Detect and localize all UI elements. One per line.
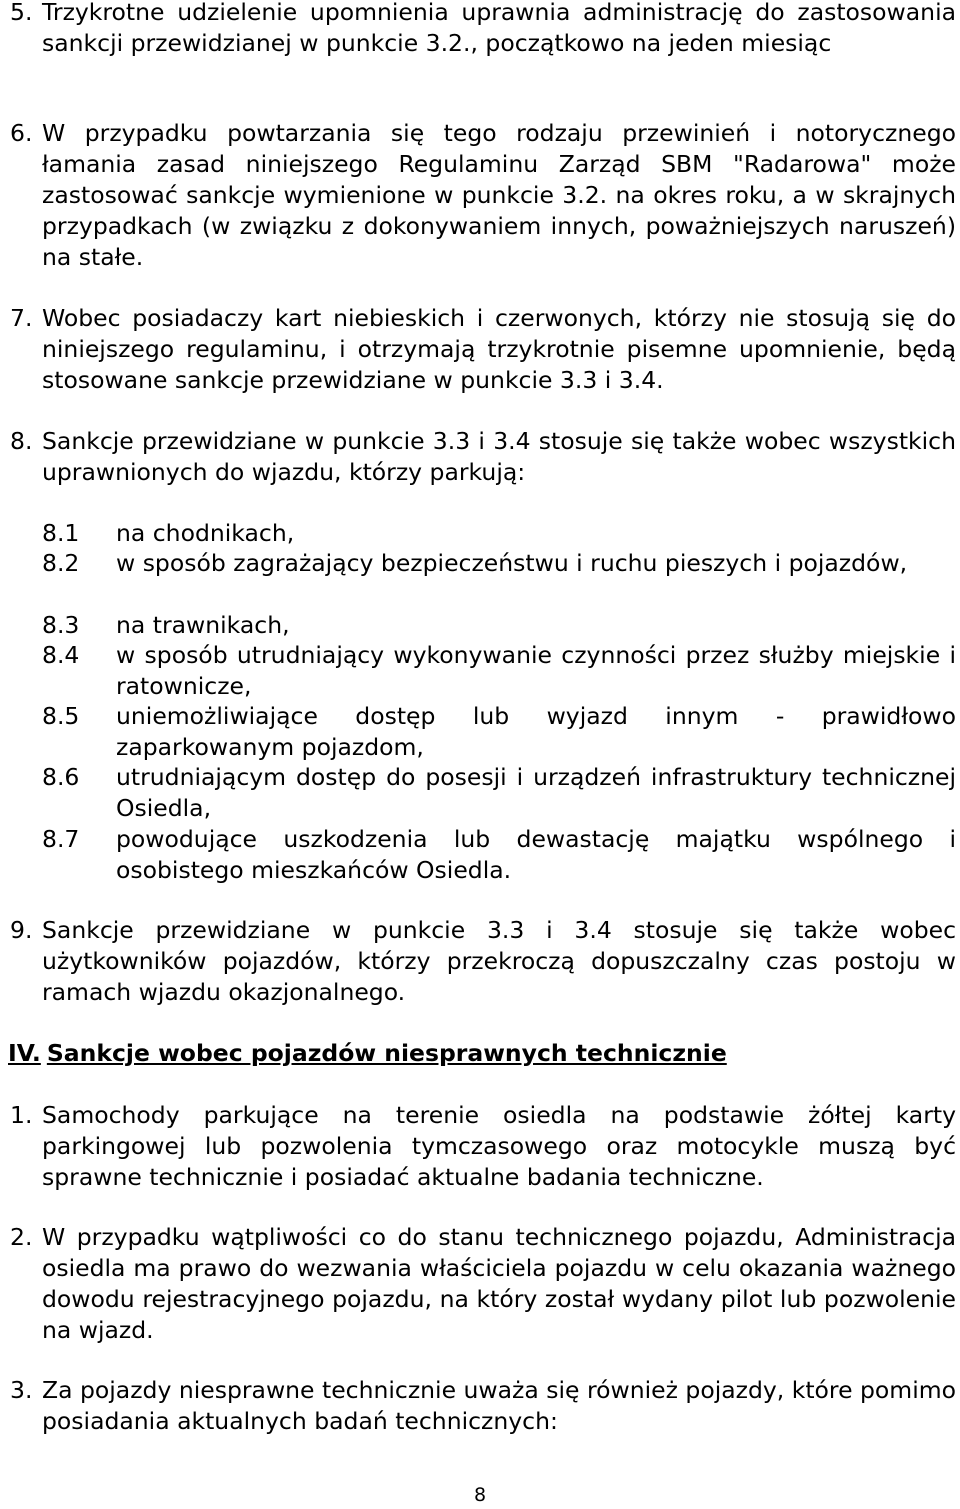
section-heading — [8, 1038, 727, 1069]
paragraph-number: 7. — [10, 304, 33, 332]
subitem-text: na trawnikach, — [116, 611, 290, 639]
paragraph-text: W przypadku powtarzania się tego rodzaju przewinień i notorycznego łamania zasad niniejszego Regulaminu Zarząd SBM "Radarowa" może zastosować sankcje wymienione w punkcie 3.2. na okres roku, a w skrajnych przypadkach (w związku z dokonywaniem innych, poważniejszych naruszeń) na stałe. — [42, 119, 956, 271]
paragraph-text: Za pojazdy niesprawne technicznie uważa się również pojazdy, które pomimo posiadania aktualnych badań technicznych: — [42, 1376, 956, 1435]
paragraph-9 — [10, 915, 956, 1008]
subitem-text: w sposób utrudniający wykonywanie czynności przez służby miejskie i ratownicze, — [116, 641, 956, 700]
paragraph-number: 9. — [10, 916, 33, 944]
paragraph-number: 2. — [10, 1223, 33, 1251]
subitem-text: w sposób zagrażający bezpieczeństwu i ruchu pieszych i pojazdów, — [116, 549, 908, 577]
subitem-text: na chodnikach, — [116, 519, 295, 547]
paragraph-text: Sankcje przewidziane w punkcie 3.3 i 3.4 stosuje się także wobec wszystkich uprawnionych do wjazdu, którzy parkują: — [42, 427, 956, 486]
subitem-8-1 — [42, 518, 956, 549]
subitem-text: uniemożliwiające dostęp lub wyjazd innym - prawidłowo zaparkowanym pojazdom, — [116, 702, 956, 761]
paragraph-text: W przypadku wątpliwości co do stanu technicznego pojazdu, Administracja osiedla ma prawo do wezwania właściciela pojazdu w celu okazania ważnego dowodu rejestracyjnego pojazdu, na który został wydany pilot lub pozwolenie na wjazd. — [42, 1223, 956, 1344]
section-number: IV. — [8, 1039, 41, 1067]
paragraph-number: 6. — [10, 119, 33, 147]
subitem-8-2 — [42, 548, 956, 579]
subitem-8-3 — [42, 610, 956, 641]
paragraph-8 — [10, 426, 956, 488]
subitem-8-6 — [42, 762, 956, 824]
page-number: 8 — [473, 1484, 487, 1506]
paragraph-6 — [10, 118, 956, 273]
paragraph-text: Samochody parkujące na terenie osiedla na podstawie żółtej karty parkingowej lub pozwolenia tymczasowego oraz motocykle muszą być sprawne technicznie i posiadać aktualne badania techniczne. — [42, 1101, 956, 1191]
subitem-number: 8.3 — [42, 611, 80, 639]
paragraph-number: 1. — [10, 1101, 33, 1129]
subitem-text: utrudniającym dostęp do posesji i urządzeń infrastruktury technicznej Osiedla, — [116, 763, 956, 822]
subitem-number: 8.2 — [42, 549, 80, 577]
subitem-8-4 — [42, 640, 956, 702]
paragraph-text: Sankcje przewidziane w punkcie 3.3 i 3.4 stosuje się także wobec użytkowników pojazdów, którzy przekroczą dopuszczalny czas postoju w ramach wjazdu okazjonalnego. — [42, 916, 956, 1006]
paragraph-text: Wobec posiadaczy kart niebieskich i czerwonych, którzy nie stosują się do niniejszego regulaminu, i otrzymają trzykrotnie pisemne upomnienie, będą stosowane sankcje przewidziane w punkcie 3.3 i 3.4. — [42, 304, 956, 394]
paragraph-7 — [10, 303, 956, 396]
subitem-number: 8.7 — [42, 825, 80, 853]
subitem-number: 8.5 — [42, 702, 80, 730]
subitem-number: 8.4 — [42, 641, 80, 669]
paragraph-number: 5. — [10, 0, 33, 26]
section-paragraph-3 — [10, 1375, 956, 1437]
subitem-8-7 — [42, 824, 956, 886]
section-paragraph-2 — [10, 1222, 956, 1346]
paragraph-number: 3. — [10, 1376, 33, 1404]
subitem-number: 8.1 — [42, 519, 80, 547]
subitem-number: 8.6 — [42, 763, 80, 791]
section-title: Sankcje wobec pojazdów niesprawnych technicznie — [46, 1039, 727, 1067]
subitem-8-5 — [42, 701, 956, 763]
section-paragraph-1 — [10, 1100, 956, 1193]
paragraph-number: 8. — [10, 427, 33, 455]
paragraph-5 — [10, 0, 956, 59]
subitem-text: powodujące uszkodzenia lub dewastację majątku wspólnego i osobistego mieszkańców Osiedla. — [116, 825, 956, 884]
paragraph-text: Trzykrotne udzielenie upomnienia uprawnia administrację do zastosowania sankcji przewidzianej w punkcie 3.2., początkowo na jeden miesiąc — [42, 0, 956, 57]
